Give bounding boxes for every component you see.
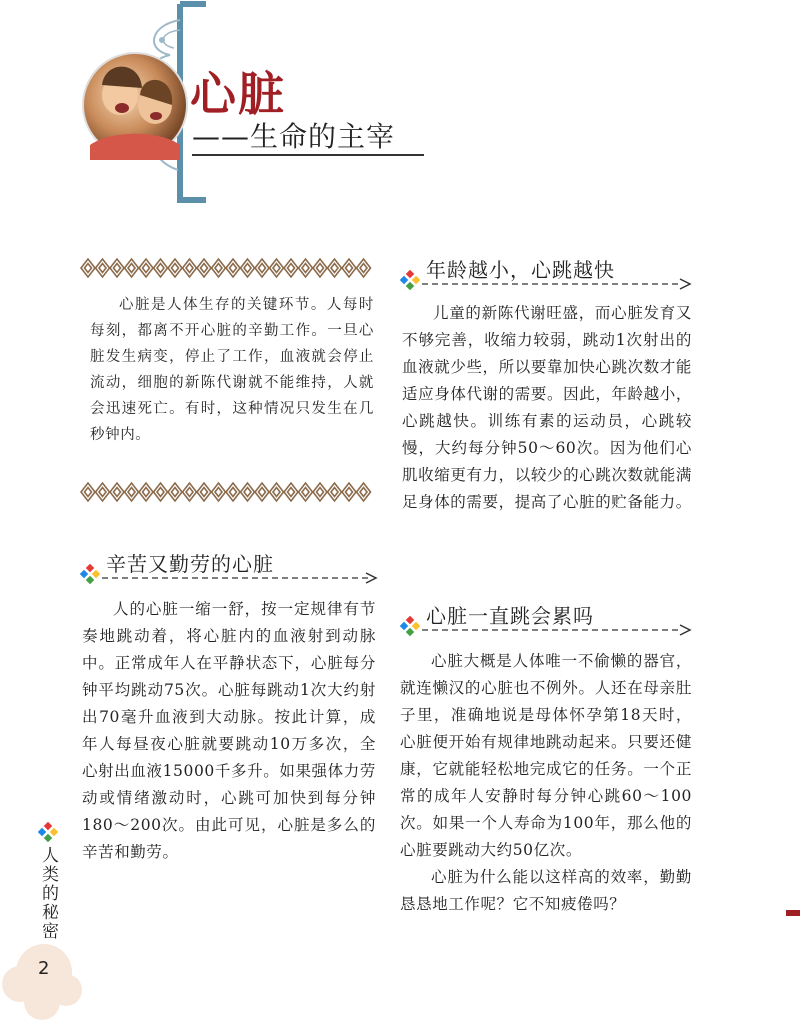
chain-link [357,259,371,277]
chain-link-inner [317,264,324,273]
chain-divider-bottom [80,478,380,506]
chain-link [154,259,168,277]
chain-link [81,259,95,277]
chain-link-inner [346,488,353,497]
chain-link-inner [215,488,222,497]
chain-link-inner [273,488,280,497]
page-number: 2 [38,958,50,979]
chain-link [342,259,356,277]
chain-link [139,483,153,501]
chain-link [96,259,110,277]
chain-link [197,483,211,501]
chain-link-inner [114,488,121,497]
chain-link-inner [201,488,208,497]
chain-link-inner [114,264,121,273]
chain-link [241,259,255,277]
chain-link-inner [317,488,324,497]
chain-link-inner [288,264,295,273]
chain-link [357,483,371,501]
chain-link [299,259,313,277]
chain-link [284,483,298,501]
chain-link [96,483,110,501]
chain-link [139,259,153,277]
chain-link [125,483,139,501]
chain-link [168,483,182,501]
section-text-heart-tired: 心脏大概是人体唯一不偷懒的器官，就连懒汉的心脏也不例外。人还在母亲肚子里，准确地说是母体怀孕第18天时，心脏便开始有规律地跳动起来。只要还健康，它就能轻松地完成它的任务。一个正常的成年人安静时每分钟心跳60～100次。如果一个人寿命为100年，那么他的心脏要跳动大约50亿次。 心脏为什么能以这样高的效率，勤勤恳恳地工作呢？它不知疲倦吗？ [400,652,692,913]
dashed-arrow-rule [422,624,692,636]
chain-link [183,259,197,277]
chain-link-inner [273,264,280,273]
chain-link [342,483,356,501]
chain-link-inner [230,264,237,273]
chain-link-inner [172,264,179,273]
book-series-label: 人类的秘密 [38,846,58,941]
chain-link [255,259,269,277]
chain-link-inner [143,488,150,497]
chain-link-inner [99,264,106,273]
chain-link-inner [302,488,309,497]
chain-link-inner [244,488,251,497]
chain-link-inner [360,488,367,497]
page-title: 心脏 [190,67,286,121]
chain-link-inner [99,488,106,497]
chain-link-inner [186,264,193,273]
chain-link [154,483,168,501]
chain-link [270,483,284,501]
section-heading-hardworking-heart: 辛苦又勤劳的心脏 [106,552,274,576]
chain-link-inner [85,264,92,273]
chain-link-inner [302,264,309,273]
chain-divider-top [80,254,380,282]
chain-link [212,483,226,501]
chain-link-inner [201,264,208,273]
four-color-diamond-icon [80,564,100,584]
chain-link-inner [157,488,164,497]
header-photo [80,50,190,160]
chain-link-inner [186,488,193,497]
chain-link [183,483,197,501]
chain-link [284,259,298,277]
chain-link-inner [143,264,150,273]
chain-link [299,483,313,501]
chain-link [241,483,255,501]
title-underline [192,154,424,156]
chain-link [125,259,139,277]
chain-link [226,483,240,501]
chain-link [313,483,327,501]
chain-link-inner [360,264,367,273]
chain-link-inner [288,488,295,497]
chain-link-inner [259,488,266,497]
chain-link [313,259,327,277]
chain-link [328,259,342,277]
chain-link [270,259,284,277]
chain-link-inner [244,264,251,273]
dashed-arrow-rule [102,572,378,584]
chain-link [81,483,95,501]
chain-link-inner [346,264,353,273]
chain-link-inner [128,488,135,497]
chain-link-inner [215,264,222,273]
dashed-arrow-rule [422,278,692,290]
chain-link-inner [331,264,338,273]
chain-link [110,259,124,277]
section-heading-age-heartbeat: 年龄越小，心跳越快 [426,258,615,282]
edge-tab-marker [786,910,800,916]
intro-paragraph: 心脏是人体生存的关键环节。人每时每刻，都离不开心脏的辛勤工作。一旦心脏发生病变，停止了工作，血液就会停止流动，细胞的新陈代谢就不能维持，人就会迅速死亡。有时，这种情况只发生在几秒钟内。 [90,297,374,443]
chain-link-inner [157,264,164,273]
section-heading-heart-tired: 心脏一直跳会累吗 [426,604,594,628]
chain-link [255,483,269,501]
chain-link-inner [172,488,179,497]
four-color-diamond-icon [400,616,420,636]
four-color-diamond-icon [38,822,58,842]
chain-link-inner [85,488,92,497]
section-text-age-heartbeat: 儿童的新陈代谢旺盛，而心脏发育又不够完善，收缩力较弱，跳动1次射出的血液就少些，所以要靠加快心跳次数才能适应身体代谢的需要。因此，年龄越小，心跳越快。训练有素的运动员，心跳较慢，大约每分钟50～60次。因为他们心肌收缩更有力，以较少的心跳次数就能满足身体的需要，提高了心脏的贮备能力。 [402,304,692,511]
chain-link-inner [259,264,266,273]
chain-link [168,259,182,277]
chain-link-inner [128,264,135,273]
chain-link [328,483,342,501]
chain-link-inner [331,488,338,497]
chain-link [197,259,211,277]
chain-link [110,483,124,501]
section-text-hardworking-heart: 人的心脏一缩一舒，按一定规律有节奏地跳动着，将心脏内的血液射到动脉中。正常成年人在平静状态下，心脏每分钟平均跳动75次。心脏每跳动1次大约射出70毫升血液到大动脉。按此计算，成年人每昼夜心脏就要跳动10万多次，全心射出血液15000千多升。如果强体力劳动或情绪激动时，心跳可加快到每分钟180～200次。由此可见，心脏是多么的辛苦和勤劳。 [82,600,376,861]
four-color-diamond-icon [400,270,420,290]
chain-link [212,259,226,277]
chain-link [226,259,240,277]
page-subtitle: ——生命的主宰 [192,120,396,153]
chain-link-inner [230,488,237,497]
